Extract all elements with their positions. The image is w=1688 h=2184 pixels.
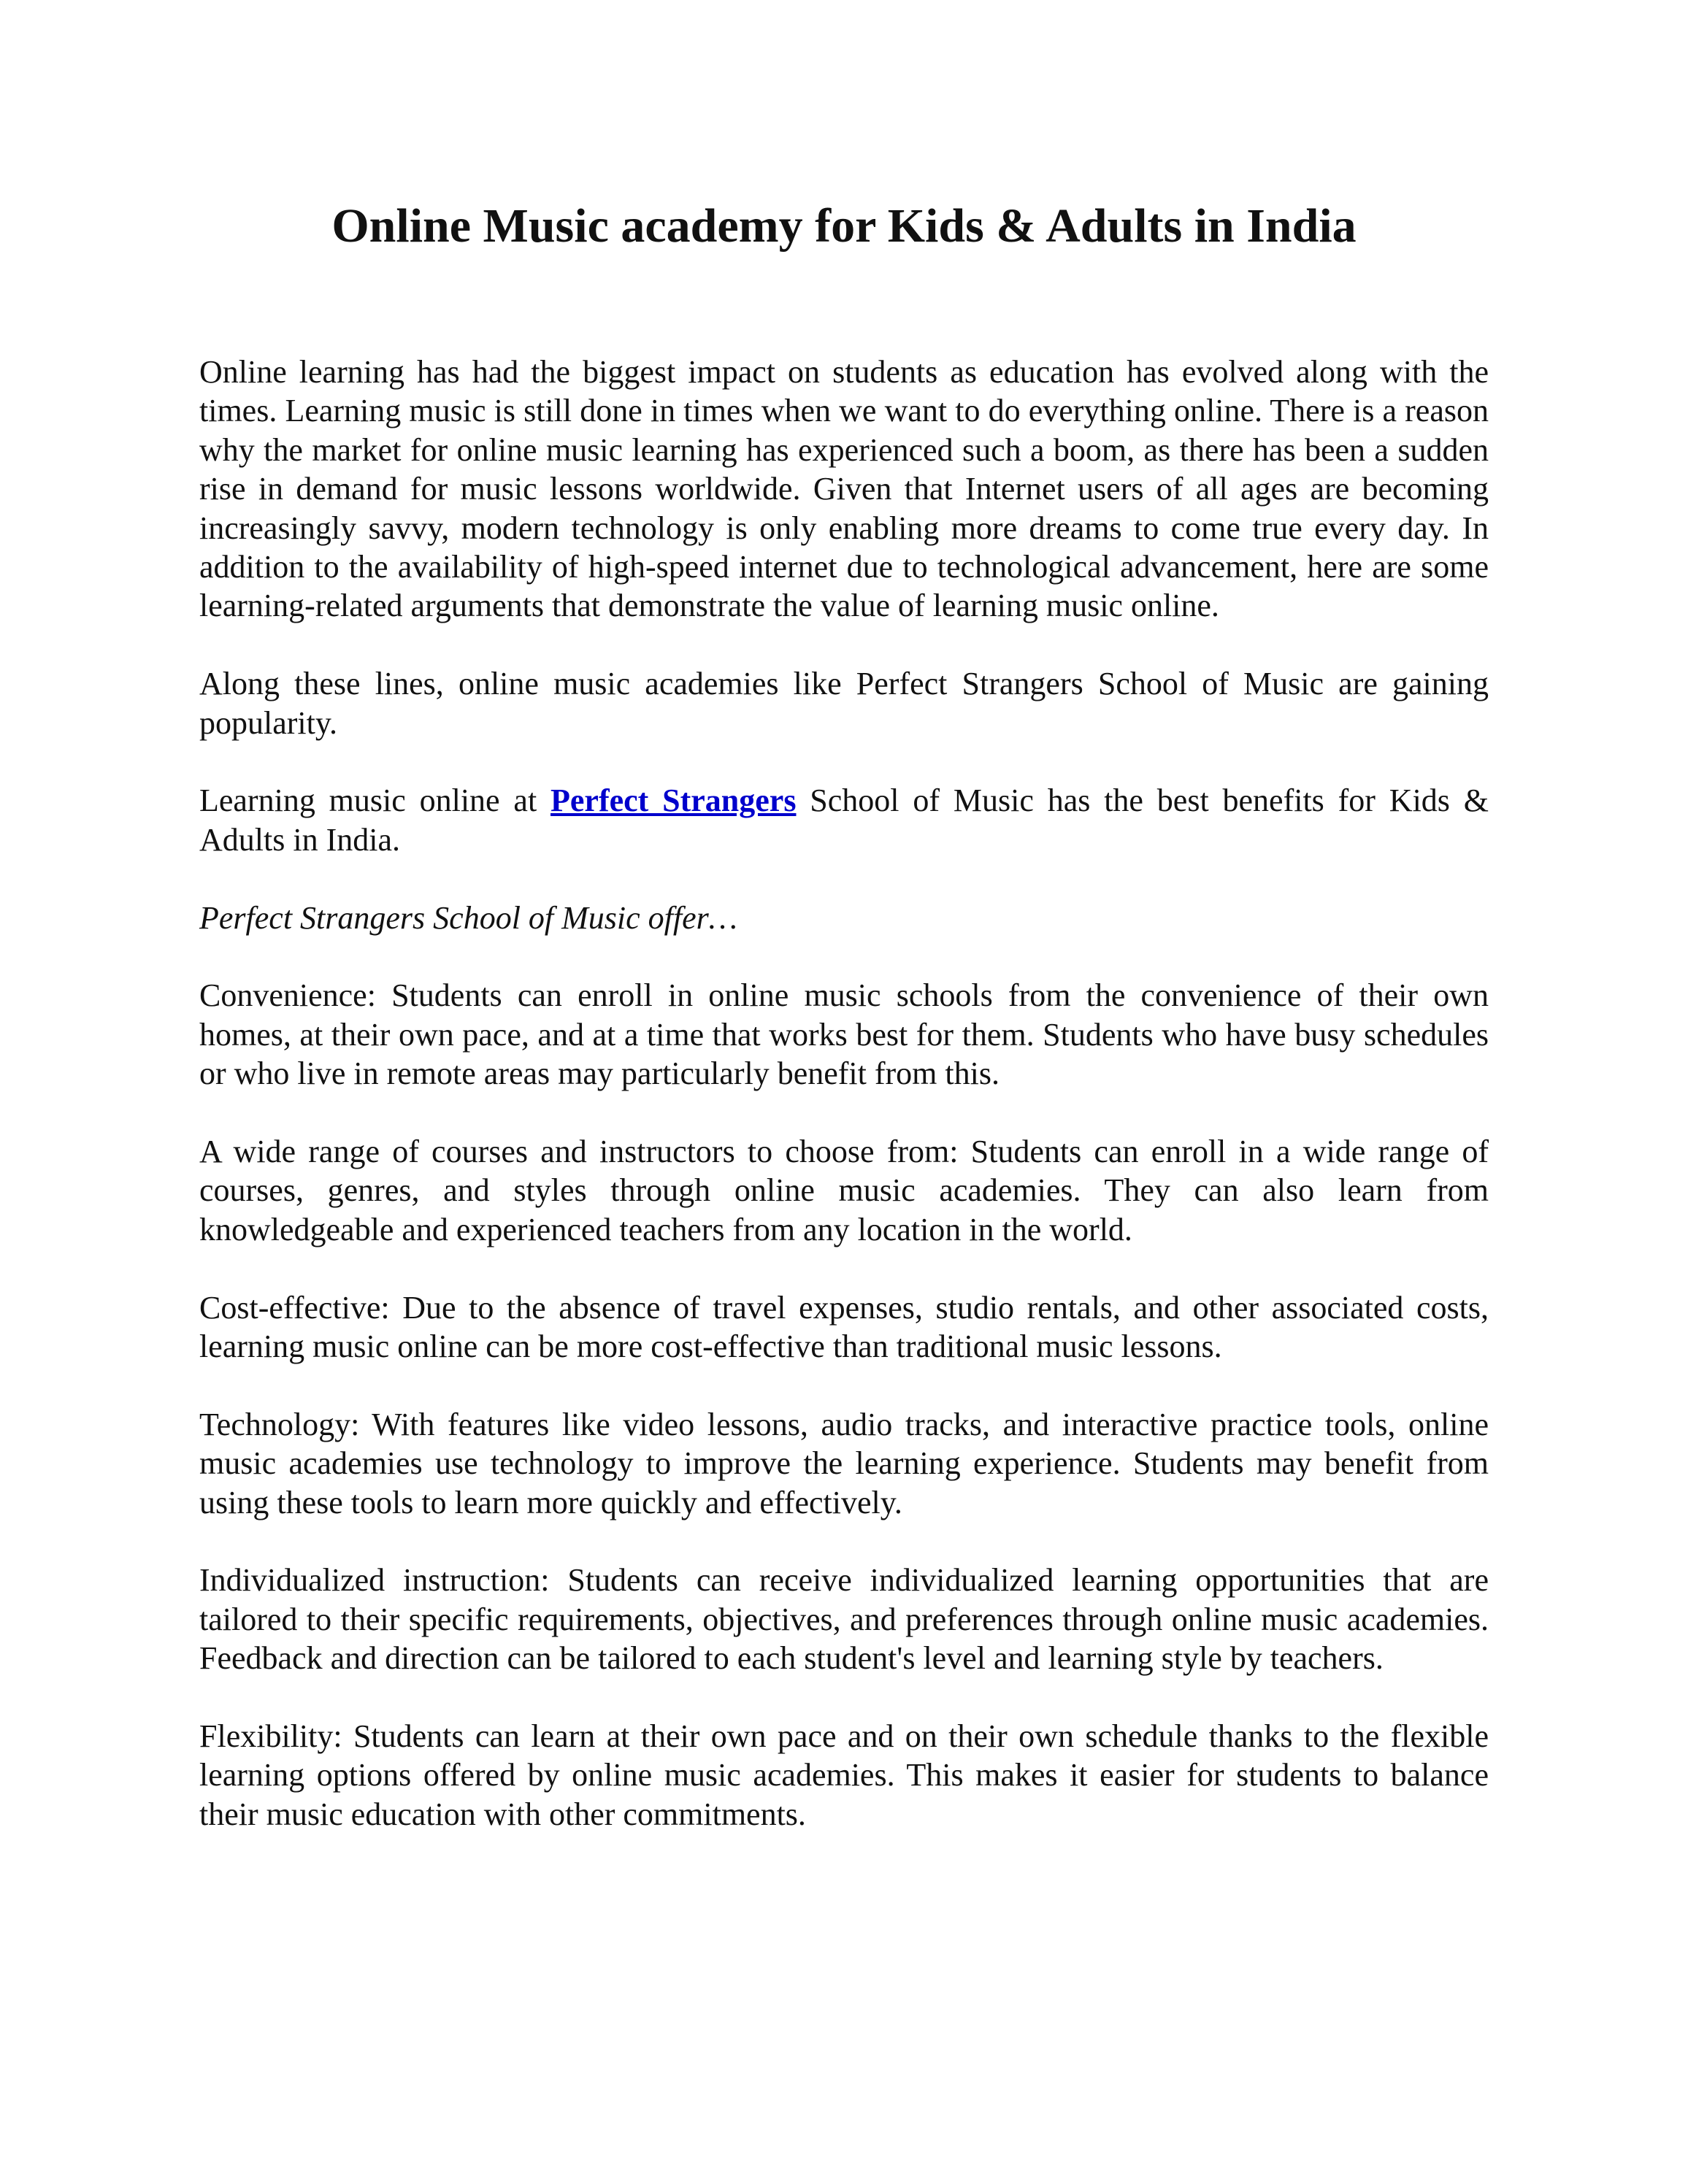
popularity-paragraph: Along these lines, online music academies like Perfect Strangers School of Music are gaining popularity.	[199, 666, 1489, 741]
document-body	[199, 353, 1489, 1873]
convenience-paragraph: Convenience: Students can enroll in online music schools from the convenience of their own homes, at their own pace, and at a time that works best for them. Students who have busy schedules or who live in remote areas may particularly benefit from this.	[199, 977, 1489, 1092]
range-paragraph: A wide range of courses and instructors to choose from: Students can enroll in a wide range of courses, genres, and styles through online music academies. They can also learn from knowledgeable and experienced teachers from any location in the world.	[199, 1134, 1489, 1247]
intro-paragraph: Online learning has had the biggest impact on students as education has evolved along with the times. Learning music is still done in times when we want to do everything online. There is a reason why the market for online music learning has experienced such a boom, as there has been a sudden rise in demand for music lessons worldwide. Given that Internet users of all ages are becoming increasingly savvy, modern technology is only enabling more dreams to come true every day. In addition to the availability of high-speed internet due to technological advancement, here are some learning-related arguments that demonstrate the value of learning music online.	[199, 354, 1489, 624]
benefits-paragraph	[199, 781, 1489, 859]
offer-paragraph: Perfect Strangers School of Music offer…	[199, 899, 737, 936]
flexibility-paragraph: Flexibility: Students can learn at their own pace and on their own schedule thanks to the flexible learning options offered by online music academies. This makes it easier for students to balance their music education with other commitments.	[199, 1718, 1489, 1832]
cost-paragraph: Cost-effective: Due to the absence of travel expenses, studio rentals, and other associated costs, learning music online can be more cost-effective than traditional music lessons.	[199, 1289, 1489, 1365]
perfect-strangers-link[interactable]: Perfect Strangers	[550, 783, 797, 819]
benefits-prefix: Learning music online at	[199, 783, 551, 819]
benefits-suffix: School of Music has the best benefits for Kids & Adults in India.	[199, 783, 1489, 858]
page-title: Online Music academy for Kids & Adults in India	[331, 199, 1357, 253]
individualized-paragraph: Individualized instruction: Students can receive individualized learning opportunities that are tailored to their specific requirements, objectives, and preferences through online music academies. Feedback and direction can be tailored to each student's level and learning style by teachers.	[199, 1562, 1489, 1677]
technology-paragraph: Technology: With features like video lessons, audio tracks, and interactive practice tools, online music academies use technology to improve the learning experience. Students may benefit from using these tools to learn more quickly and effectively.	[199, 1406, 1489, 1520]
